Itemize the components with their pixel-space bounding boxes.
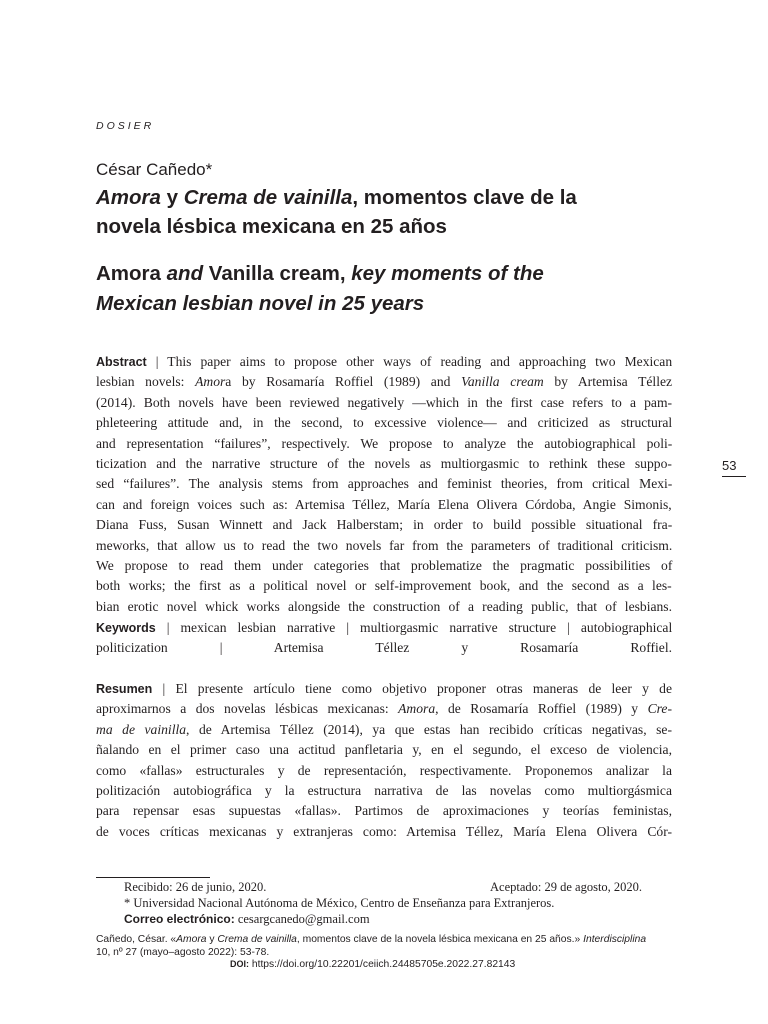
abstract-line [96,536,672,556]
title-english-line2 [96,289,696,319]
title-en-vanilla: Vanilla cream, [203,262,352,285]
keywords-text-1: | mexican lesbian narrative | multiorgasmic narrative structure | autobiographical [155,620,673,635]
abstract-text: by Artemisa Téllez [543,374,673,390]
citation-crema: Crema de vainilla [217,934,297,945]
citation-author: Cañedo, César. « [96,934,177,945]
abstract-text: | This paper aims to propose other ways of reading and approaching two Mexican [146,354,673,369]
title-en-line2-text: Mexican lesbian novel in 25 years [96,292,425,315]
doi-label: DOI: [230,959,249,969]
abstract-line-text [96,576,672,596]
abstract-line [96,413,672,433]
abstract-line-text [96,536,672,556]
title-es-rest: , momentos clave de la [352,186,577,209]
resumen-line-8: de voces críticas mexicanas y extranjeras como: Artemisa Téllez, María Elena Olivera Cór- [96,823,672,839]
abstract-text: We propose to read them under categories that problematize the pragmatic possibilities of [96,558,673,574]
author-affiliation: * Universidad Nacional Autónoma de México, Centro de Enseñanza para Extranjeros. [124,896,555,910]
abstract-line [96,434,672,454]
resumen-paragraph [96,679,672,842]
title-en-and: and [166,262,204,285]
abstract-line-text [96,495,672,515]
title-en-key: key moments of the [351,262,544,285]
abstract-line-text [96,515,672,535]
abstract-line-text [96,599,672,614]
abstract-line-text [96,352,672,372]
section-label: DOSIER [96,120,155,132]
email-address[interactable]: cesargcanedo@gmail.com [234,912,370,926]
abstract-text: phleteering attitude and, in the second, to excessive violence— and criticized as structural [96,415,673,431]
abstract-italic-title: Vanilla cream [461,374,544,390]
email-label: Correo electrónico: [124,912,235,926]
abstract-line [96,372,672,392]
abstract-line-text [96,393,672,413]
keywords-line-1 [96,618,672,638]
abstract-line-text [96,474,672,494]
resumen-line-6: politización autobiográfica y la estructura narrativa de las novelas como multiorgásmica [96,783,672,799]
abstract-line [96,474,672,494]
abstract-line [96,352,672,372]
resumen-line-1 [96,679,672,699]
keywords-paragraph [96,618,672,659]
email-line [124,912,370,927]
citation-amora: Amora [176,934,207,945]
title-en-amora: Amora [96,262,167,285]
page-number: 53 [722,458,737,473]
citation-journal: Interdisciplina [583,934,647,945]
citation-title-rest: , momentos clave de la novela lésbica mexicana en 25 años.» [296,934,584,945]
abstract-text: Diana Fuss, Susan Winnett and Jack Halberstam; in order to build possible situational fra- [96,517,673,533]
doi-line [230,959,515,970]
received-date: Recibido: 26 de junio, 2020. [124,880,267,894]
resumen-text-1: | El presente artículo tiene como objetivo proponer otras maneras de leer y de [152,681,672,696]
abstract-line [96,576,672,596]
abstract-line-text [96,556,672,576]
title-es-conj: y [160,186,184,209]
title-spanish [96,183,696,212]
footnote-divider [96,877,210,878]
title-es-italic-amora: Amora [96,186,161,209]
citation [96,933,672,959]
abstract-line [96,495,672,515]
abstract-text: (2014). Both novels have been reviewed negatively —which in the first case refers to a pam- [96,394,673,410]
accepted-date: Aceptado: 29 de agosto, 2020. [490,880,643,894]
resumen-text-3a: ma de vainilla [96,721,187,737]
keywords-line-2: politicization | Artemisa Téllez y Rosamaría Roffiel. [96,640,672,656]
abstract-text: bian erotic novel whick works alongside the construction of a reading public, that of lesbians. [96,598,672,614]
title-es-italic-crema: Crema de vainilla [183,186,353,209]
resumen-line-4: ñalando en el primer caso una actitud panfletaria y, en el segundo, el exceso de violencia, [96,742,672,758]
abstract-text: ticization and the narrative structure of the novels as multiorgasmic to rethink these suppo- [96,456,672,472]
abstract-line-text [96,434,672,454]
abstract-line [96,515,672,535]
abstract-line-text [96,413,672,433]
abstract-line [96,393,672,413]
abstract-text: a by Rosamaría Roffiel (1989) and [225,374,462,390]
resumen-label: Resumen [96,682,153,696]
abstract-text: sed “failures”. The analysis stems from approaches and feminist theories, from critical Mexi- [96,476,673,492]
abstract-italic-title: Amor [195,374,226,390]
resumen-line-7: para repensar esas supuestas «fallas». Partimos de aproximaciones y teorías feministas, [96,803,672,819]
abstract-text: lesbian novels: [96,374,196,390]
resumen-text-2d: Cre- [647,701,672,717]
resumen-text-2c: , de Rosamaría Roffiel (1989) y [435,701,648,717]
resumen-text-3b: , de Artemisa Téllez (2014), ya que estas han recibido críticas negativas, se- [186,721,672,737]
resumen-line-5: como «fallas» estructurales y de representación, respectivamente. Proponemos analizar la [96,762,672,778]
citation-conj: y [206,934,218,945]
citation-issue: 10, nº 27 (mayo–agosto 2022): 53-78. [96,947,270,958]
resumen-line-2 [96,699,672,719]
author-name: César Cañedo* [96,160,213,179]
abstract-text: and representation “failures”, respectively. We propose to analyze the autobiographical poli- [96,435,673,451]
abstract-line-text [96,372,672,392]
resumen-text-2b: Amora [398,701,436,717]
abstract-line [96,454,672,474]
abstract-paragraph [96,352,672,617]
title-spanish-line2: novela lésbica mexicana en 25 años [96,215,447,238]
keywords-label: Keywords [96,621,156,635]
title-english [96,259,696,289]
doi-link[interactable]: https://doi.org/10.22201/ceiich.24485705e.2022.27.82143 [249,959,516,970]
abstract-line [96,597,672,617]
abstract-text: both works; the first as a political novel or self-improvement book, and the second as a les- [96,578,672,594]
resumen-text-2a: aproximarnos a dos novelas lésbicas mexicanas: [96,701,399,717]
page-number-rule [722,476,746,477]
abstract-text: meworks, that allow us to read the two novels far from the parameters of traditional criticism. [96,537,673,553]
resumen-line-3 [96,720,672,740]
abstract-label: Abstract [96,355,147,369]
abstract-line [96,556,672,576]
abstract-text: can and foreign voices such as: Artemisa Téllez, María Elena Olivera Córdoba, Angie Simonis, [96,496,672,512]
abstract-line-text [96,454,672,474]
